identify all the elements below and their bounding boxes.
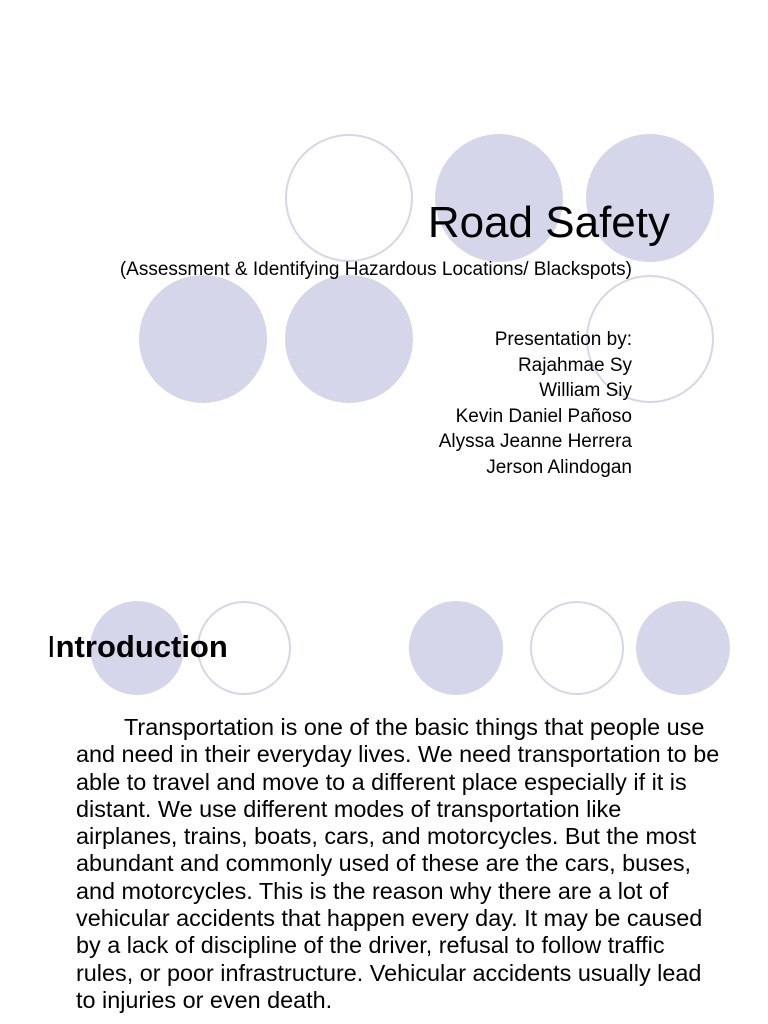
heading-first-letter: I	[47, 629, 56, 664]
introduction-heading	[47, 627, 228, 667]
presenter-name: William Siy	[539, 380, 632, 401]
decor-circle-filled	[285, 275, 413, 403]
decor-circle-outline	[285, 134, 413, 262]
decor-circle-filled	[409, 601, 503, 695]
introduction-body: Transportation is one of the basic things that people use and need in their everyday lives. We need transportation to be able to travel and move to a different place especially if it is distant. We use different modes of transportation like airplanes, trains, boats, cars, and motorcycles. But the most abundant and commonly used of these are the cars, buses, and motorcycles. This is the reason why there are a lot of vehicular accidents that happen every day. It may be caused by a lack of discipline of the driver, refusal to follow traffic rules, or poor infrastructure. Vehicular accidents usually lead to injuries or even death.	[76, 714, 720, 1013]
decor-circle-filled	[636, 601, 730, 695]
presenter-name: Alyssa Jeanne Herrera	[438, 431, 632, 452]
slide-subtitle: (Assessment & Identifying Hazardous Locations/ Blackspots)	[119, 259, 632, 280]
presented-by-label: Presentation by:	[494, 329, 632, 350]
presenter-name: Kevin Daniel Pañoso	[455, 405, 632, 427]
presenter-name: Rajahmae Sy	[517, 354, 632, 376]
heading-rest: ntroduction	[55, 629, 228, 664]
slide-title: Road Safety	[427, 198, 670, 247]
decor-circle-outline	[530, 601, 624, 695]
presenter-name: Jerson Alindogan	[486, 456, 632, 478]
decor-circle-filled	[139, 275, 267, 403]
presenter-list	[439, 327, 632, 480]
